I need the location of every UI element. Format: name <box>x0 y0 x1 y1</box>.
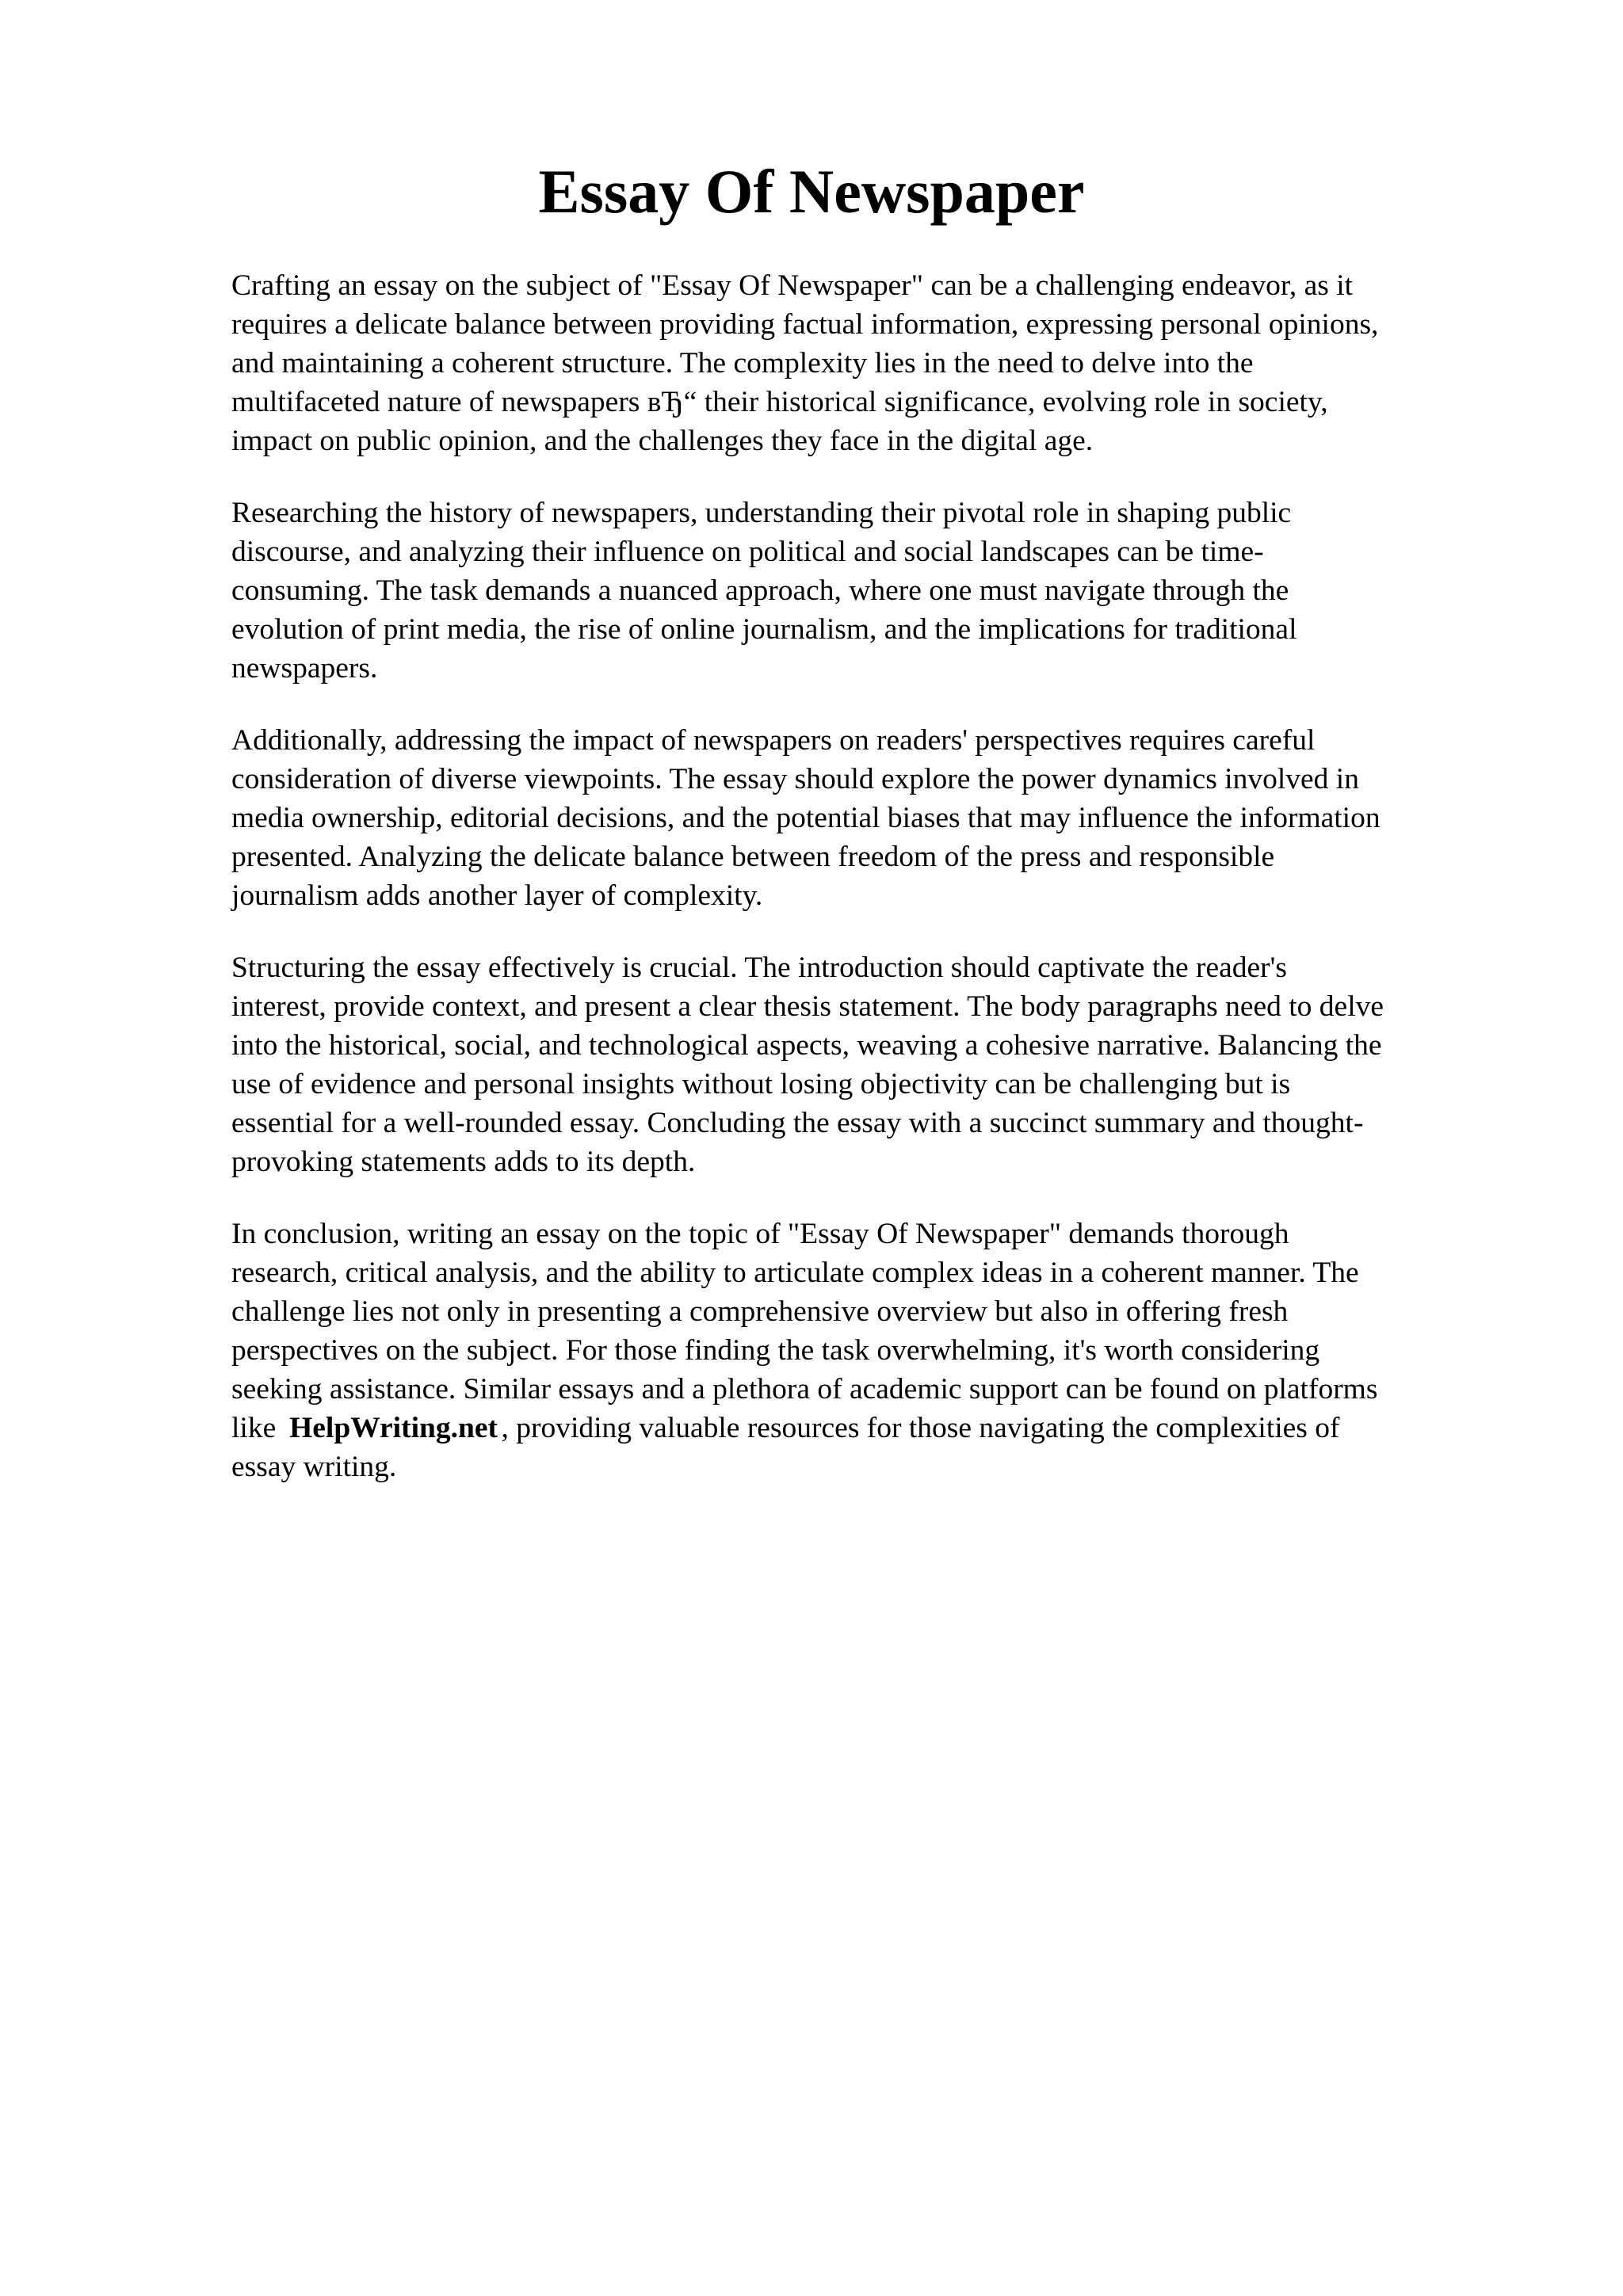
text-line: Researching the history of newspapers, understanding their pivotal role in shaping public <box>231 497 1292 529</box>
document-body <box>231 266 1515 1520</box>
paragraph-1 <box>231 266 1515 460</box>
document-title: Essay Of Newspaper <box>538 157 1085 226</box>
text-line: and maintaining a coherent structure. The complexity lies in the need to delve into the <box>231 347 1254 379</box>
text-line: use of evidence and personal insights without losing objectivity can be challenging but is <box>231 1068 1291 1100</box>
text-line: perspectives on the subject. For those finding the task overwhelming, it's worth considering <box>231 1334 1320 1367</box>
text-line: In conclusion, writing an essay on the topic of "Essay Of Newspaper" demands thorough <box>231 1218 1289 1250</box>
text-line: presented. Analyzing the delicate balance between freedom of the press and responsible <box>231 841 1275 873</box>
text-line: interest, provide context, and present a clear thesis statement. The body paragraphs need to delve <box>231 990 1384 1023</box>
text-line: Crafting an essay on the subject of "Essay Of Newspaper" can be a challenging endeavor, as it <box>231 269 1354 302</box>
text-line: Structuring the essay effectively is crucial. The introduction should captivate the reader's <box>231 952 1288 984</box>
text-line: essay writing. <box>231 1451 397 1483</box>
text-line: essential for a well-rounded essay. Concluding the essay with a succinct summary and thought- <box>231 1107 1364 1139</box>
link-line <box>231 1409 1515 1447</box>
text-line: media ownership, editorial decisions, and the potential biases that may influence the information <box>231 802 1381 834</box>
text-line: impact on public opinion, and the challenges they face in the digital age. <box>231 425 1094 457</box>
text-line: into the historical, social, and technological aspects, weaving a cohesive narrative. Balancing the <box>231 1029 1382 1062</box>
text-line: challenge lies not only in presenting a comprehensive overview but also in offering fresh <box>231 1295 1289 1328</box>
paragraph-2 <box>231 494 1515 688</box>
paragraph-4 <box>231 948 1515 1181</box>
text-line: research, critical analysis, and the ability to articulate complex ideas in a coherent manner. The <box>231 1257 1359 1289</box>
link-line-prefix: like <box>231 1412 277 1444</box>
paragraph-3 <box>231 721 1515 915</box>
text-line: seeking assistance. Similar essays and a plethora of academic support can be found on platforms <box>231 1373 1378 1405</box>
text-line: consideration of diverse viewpoints. The essay should explore the power dynamics involved in <box>231 763 1359 795</box>
text-line: Additionally, addressing the impact of newspapers on readers' perspectives requires careful <box>231 724 1316 757</box>
helpwriting-link[interactable]: HelpWriting.net <box>289 1412 498 1444</box>
text-line: newspapers. <box>231 652 378 685</box>
text-line: multifaceted nature of newspapers вЂ“ their historical significance, evolving role in society, <box>231 386 1328 418</box>
text-line: journalism adds another layer of complexity. <box>231 879 763 912</box>
link-line-suffix: , providing valuable resources for those navigating the complexities of <box>501 1412 1340 1444</box>
text-line: provoking statements adds to its depth. <box>231 1146 696 1178</box>
text-line: requires a delicate balance between providing factual information, expressing personal opinions, <box>231 308 1379 341</box>
text-line: evolution of print media, the rise of online journalism, and the implications for traditional <box>231 613 1297 646</box>
text-line: consuming. The task demands a nuanced approach, where one must navigate through the <box>231 574 1289 607</box>
paragraph-conclusion <box>231 1215 1515 1486</box>
text-line: discourse, and analyzing their influence on political and social landscapes can be time- <box>231 536 1264 568</box>
